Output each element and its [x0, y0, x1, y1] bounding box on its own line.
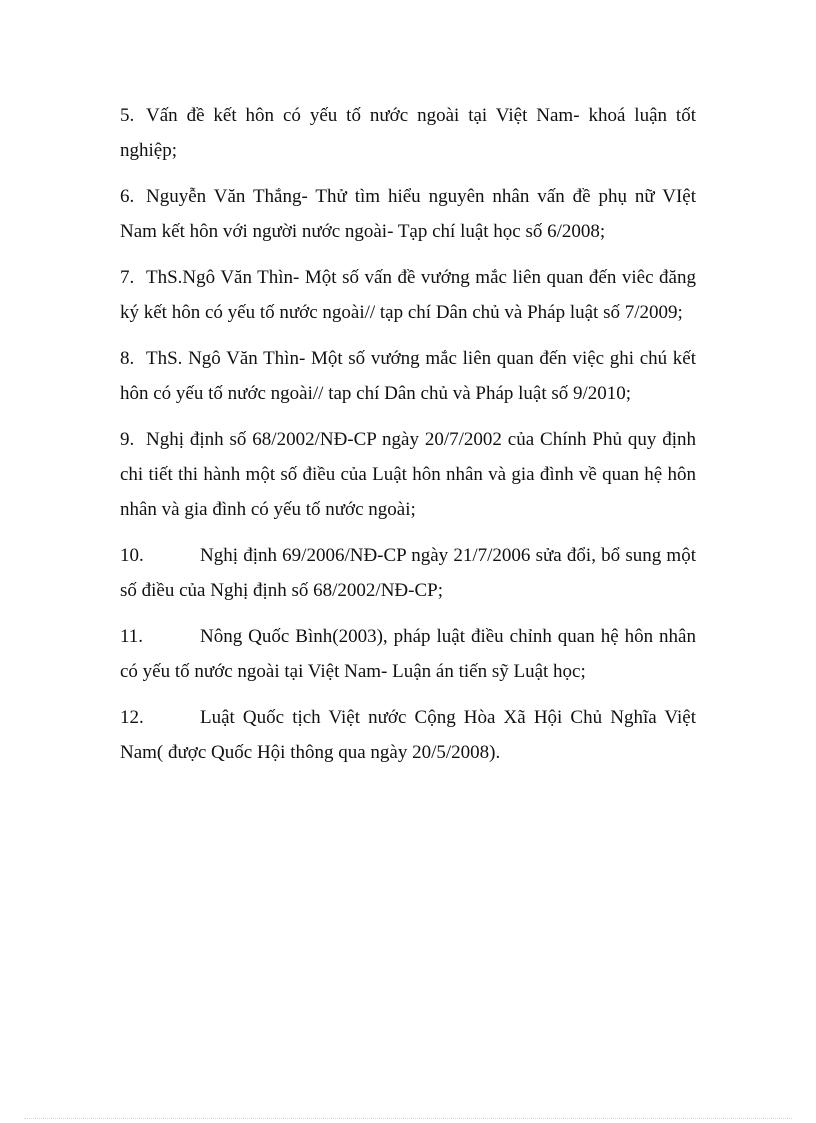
- reference-item: [120, 341, 696, 411]
- reference-item: [120, 422, 696, 527]
- reference-list: [120, 98, 696, 781]
- reference-item: [120, 98, 696, 168]
- reference-text: Nghị định 69/2006/NĐ-CP ngày 21/7/2006 sửa đổi, bổ sung một số điều của Nghị định số 68/2002/NĐ-CP;: [120, 545, 696, 601]
- reference-number: 8.: [120, 348, 135, 369]
- reference-text: ThS. Ngô Văn Thìn- Một số vướng mắc liên quan đến việc ghi chú kết hôn có yếu tố nước ngoài// tap chí Dân chủ và Pháp luật số 9/2010;: [120, 348, 696, 404]
- reference-item: [120, 260, 696, 330]
- page-bottom-divider: [24, 1118, 792, 1119]
- reference-number: 12.: [120, 707, 144, 728]
- reference-number: 10.: [120, 545, 144, 566]
- reference-number: 5.: [120, 105, 135, 126]
- reference-text: Nghị định số 68/2002/NĐ-CP ngày 20/7/2002 của Chính Phủ quy định chi tiết thi hành một số điều của Luật hôn nhân và gia đình về quan hệ hôn nhân và gia đình có yếu tố nước ngoài;: [120, 429, 696, 520]
- reference-number: 9.: [120, 429, 135, 450]
- reference-text: Luật Quốc tịch Việt nước Cộng Hòa Xã Hội Chủ Nghĩa Việt Nam( được Quốc Hội thông qua ngày 20/5/2008).: [120, 707, 696, 763]
- reference-text: Nông Quốc Bình(2003), pháp luật điều chỉnh quan hệ hôn nhân có yếu tố nước ngoài tại Việt Nam- Luận án tiến sỹ Luật học;: [120, 626, 696, 682]
- reference-text: Nguyễn Văn Thắng- Thử tìm hiểu nguyên nhân vấn đề phụ nữ VIệt Nam kết hôn với người nước ngoài- Tạp chí luật học số 6/2008;: [120, 186, 696, 242]
- reference-number: 7.: [120, 267, 135, 288]
- reference-text: Vấn đề kết hôn có yếu tố nước ngoài tại Việt Nam- khoá luận tốt nghiệp;: [120, 105, 696, 161]
- reference-number: 11.: [120, 626, 144, 647]
- reference-item: [120, 619, 696, 689]
- reference-number: 6.: [120, 186, 135, 207]
- reference-item: [120, 700, 696, 770]
- reference-item: [120, 538, 696, 608]
- reference-text: ThS.Ngô Văn Thìn- Một số vấn đề vướng mắc liên quan đến viêc đăng ký kết hôn có yếu tố nước ngoài// tạp chí Dân chủ và Pháp luật số 7/2009;: [120, 267, 696, 323]
- reference-item: [120, 179, 696, 249]
